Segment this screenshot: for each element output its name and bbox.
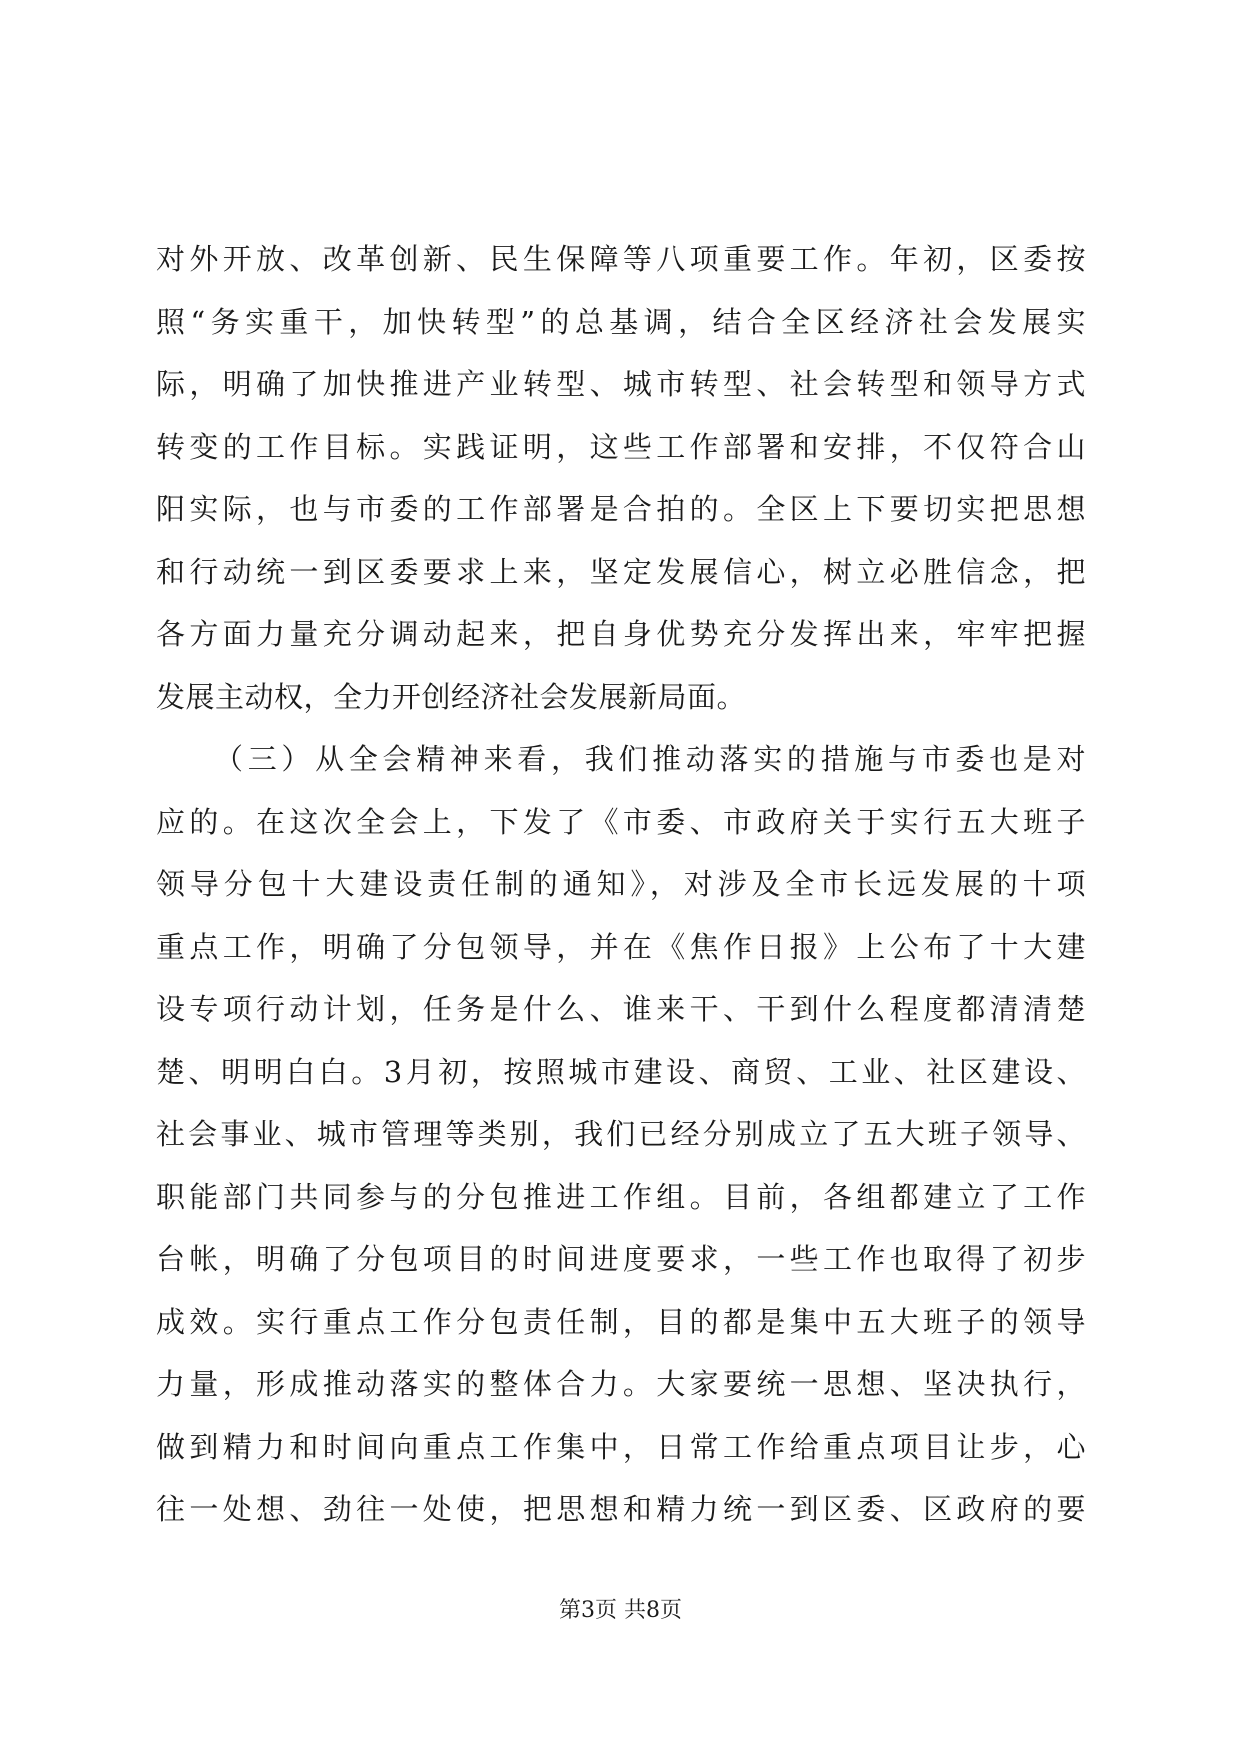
- text-line: 职能部门共同参与的分包推进工作组。目前，各组都建立了工作: [156, 1179, 1086, 1214]
- text-line: 领导分包十大建设责任制的通知》，对涉及全市长远发展的十项: [156, 867, 1086, 901]
- text-line: 力量，形成推动落实的整体合力。大家要统一思想、坚决执行，: [156, 1367, 1086, 1401]
- text-line: 楚、明明白白。3月初，按照城市建设、商贸、工业、社区建设、: [156, 1054, 1086, 1089]
- page-number-footer: 第3页 共8页: [559, 1598, 682, 1623]
- text-line: 阳实际，也与市委的工作部署是合拍的。全区上下要切实把思想: [156, 492, 1086, 526]
- text-line: 重点工作，明确了分包领导，并在《焦作日报》上公布了十大建: [156, 929, 1086, 964]
- text-line: 照“务实重干，加快转型”的总基调，结合全区经济社会发展实: [156, 304, 1086, 339]
- text-line: 台帐，明确了分包项目的时间进度要求，一些工作也取得了初步: [156, 1242, 1086, 1276]
- text-line: 际，明确了加快推进产业转型、城市转型、社会转型和领导方式: [156, 367, 1086, 401]
- text-line: 社会事业、城市管理等类别，我们已经分别成立了五大班子领导、: [156, 1117, 1086, 1151]
- text-line: 应的。在这次全会上，下发了《市委、市政府关于实行五大班子: [156, 804, 1086, 839]
- text-line: （三）从全会精神来看，我们推动落实的措施与市委也是对: [214, 742, 1086, 776]
- text-line: 做到精力和时间向重点工作集中，日常工作给重点项目让步，心: [156, 1429, 1086, 1464]
- text-line: 转变的工作目标。实践证明，这些工作部署和安排，不仅符合山: [156, 429, 1086, 464]
- text-line: 成效。实行重点工作分包责任制，目的都是集中五大班子的领导: [156, 1304, 1086, 1339]
- text-line: 发展主动权，全力开创经济社会发展新局面。: [156, 679, 747, 714]
- text-line: 和行动统一到区委要求上来，坚定发展信心，树立必胜信念，把: [156, 554, 1086, 589]
- text-line: 往一处想、劲往一处使，把思想和精力统一到区委、区政府的要: [156, 1492, 1086, 1526]
- text-line: 设专项行动计划，任务是什么、谁来干、干到什么程度都清清楚: [156, 992, 1086, 1026]
- body-text: [156, 228, 1086, 1541]
- text-line: 对外开放、改革创新、民生保障等八项重要工作。年初，区委按: [156, 242, 1086, 276]
- text-line: 各方面力量充分调动起来，把自身优势充分发挥出来，牢牢把握: [156, 617, 1086, 651]
